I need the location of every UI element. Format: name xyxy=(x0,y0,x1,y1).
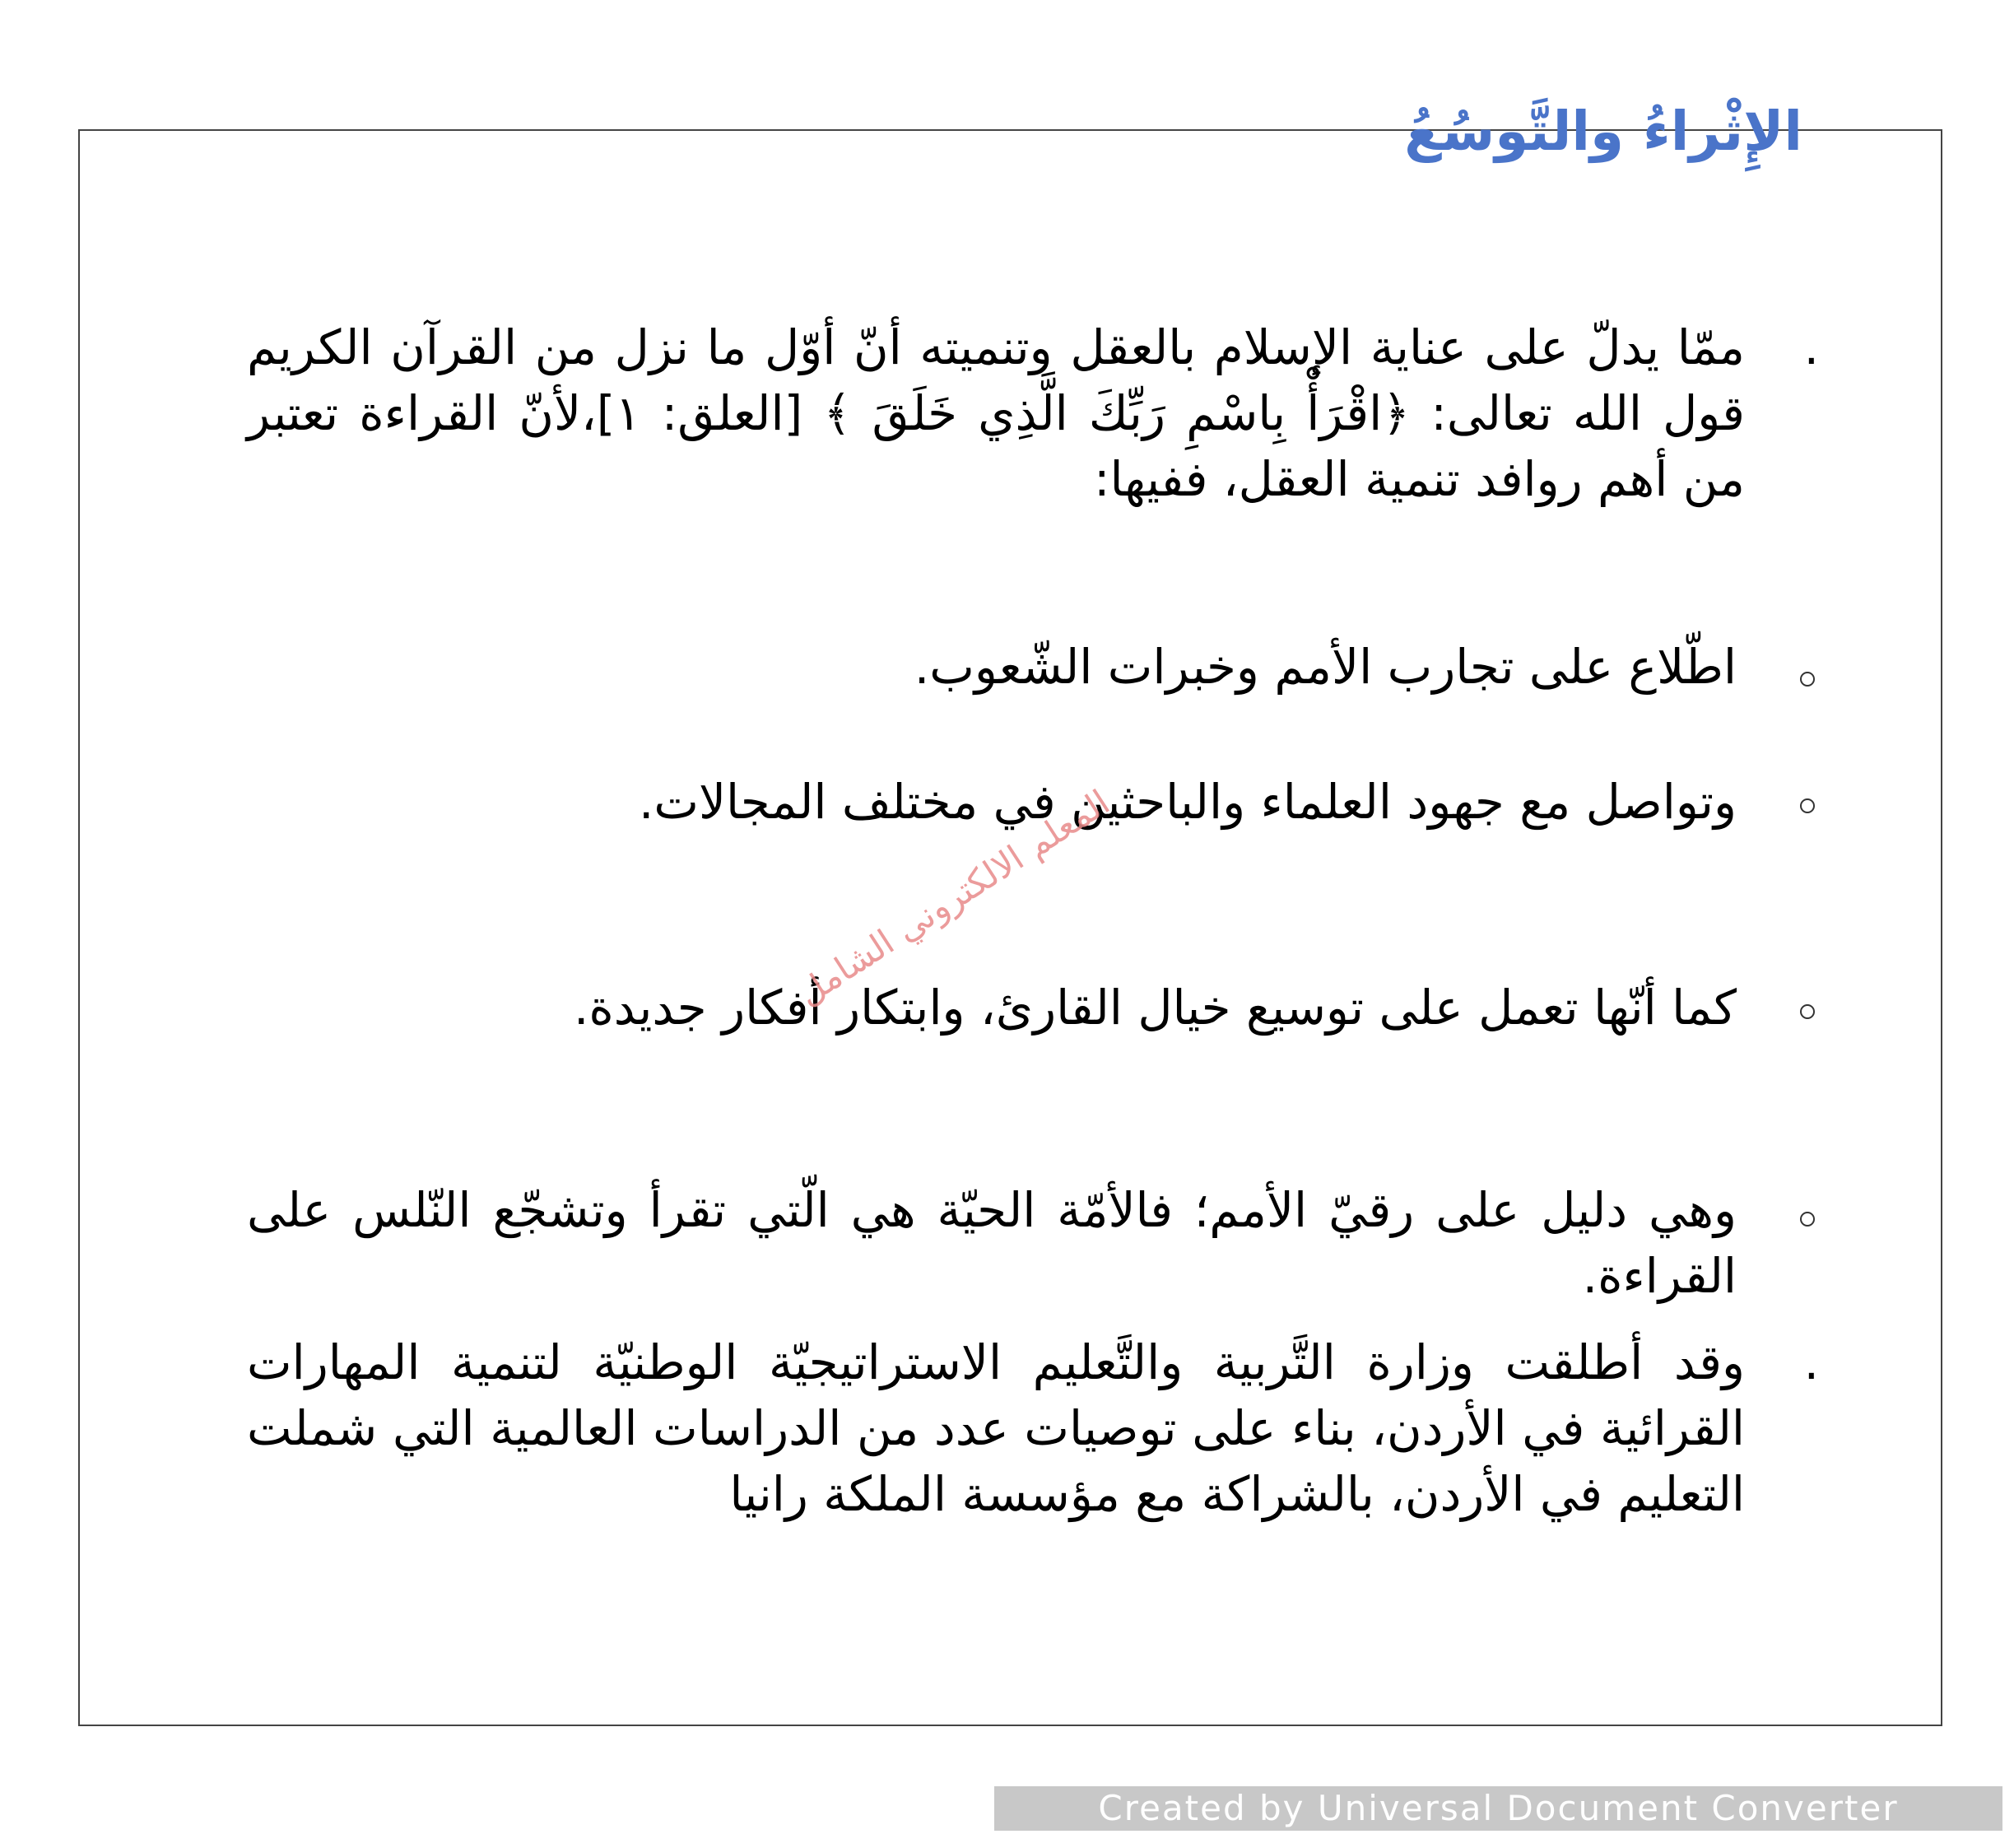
bullet-circle-icon xyxy=(1800,672,1815,687)
bullet-text: وتواصل مع جهود العلماء والباحثين في مختلف المجالات. xyxy=(638,774,1737,830)
bullet-text: وهي دليل على رقيّ الأمم؛ فالأمّة الحيّة هي الّتي تقرأ وتشجّع النّلس على القراءة. xyxy=(247,1182,1737,1304)
bullet-item xyxy=(247,1177,1794,1309)
paragraph-text: ممّا يدلّ على عناية الإسلام بالعقل وتنميته أنّ أوّل ما نزل من القرآن الكريم قول الله تعالى: ﴿اقْرَأْ بِاسْمِ رَبِّكَ الَّذِي خَلَقَ ﴾ [العلق: ١]،لأنّ القراءة تعتبر من أهم روافد تنمية العقل، ففيها: xyxy=(247,319,1745,507)
paragraph-intro xyxy=(247,314,1819,512)
bullet-text: كما أنّها تعمل على توسيع خيال القارئ، وابتكار أفكار جديدة. xyxy=(573,980,1737,1036)
paragraph-marker: . xyxy=(1803,1334,1819,1390)
converter-footer: Created by Universal Document Converter xyxy=(994,1786,2002,1831)
bullet-item xyxy=(247,634,1794,700)
paragraph-marker: . xyxy=(1803,319,1819,375)
bullet-item xyxy=(247,959,1794,1056)
watermark-text: المعلم الالكتروني الشامل xyxy=(790,781,1117,1014)
paragraph-strategy xyxy=(247,1329,1819,1527)
bullet-circle-icon xyxy=(1800,798,1815,813)
section-heading: الإِثْراءُ والتَّوسُعُ xyxy=(1404,100,1802,163)
bullet-text: اطّلاع على تجارب الأمم وخبرات الشّعوب. xyxy=(914,639,1737,695)
paragraph-text: وقد أطلقت وزارة التَّربية والتَّعليم الاستراتيجيّة الوطنيّة لتنمية المهارات القرائية في الأردن، بناء على توصيات عدد من الدراسات العالمية التي شملت التعليم في الأردن، بالشراكة مع مؤسسة الملكة رانيا xyxy=(247,1334,1745,1522)
bullet-circle-icon xyxy=(1800,1004,1815,1019)
bullet-circle-icon xyxy=(1800,1212,1815,1227)
